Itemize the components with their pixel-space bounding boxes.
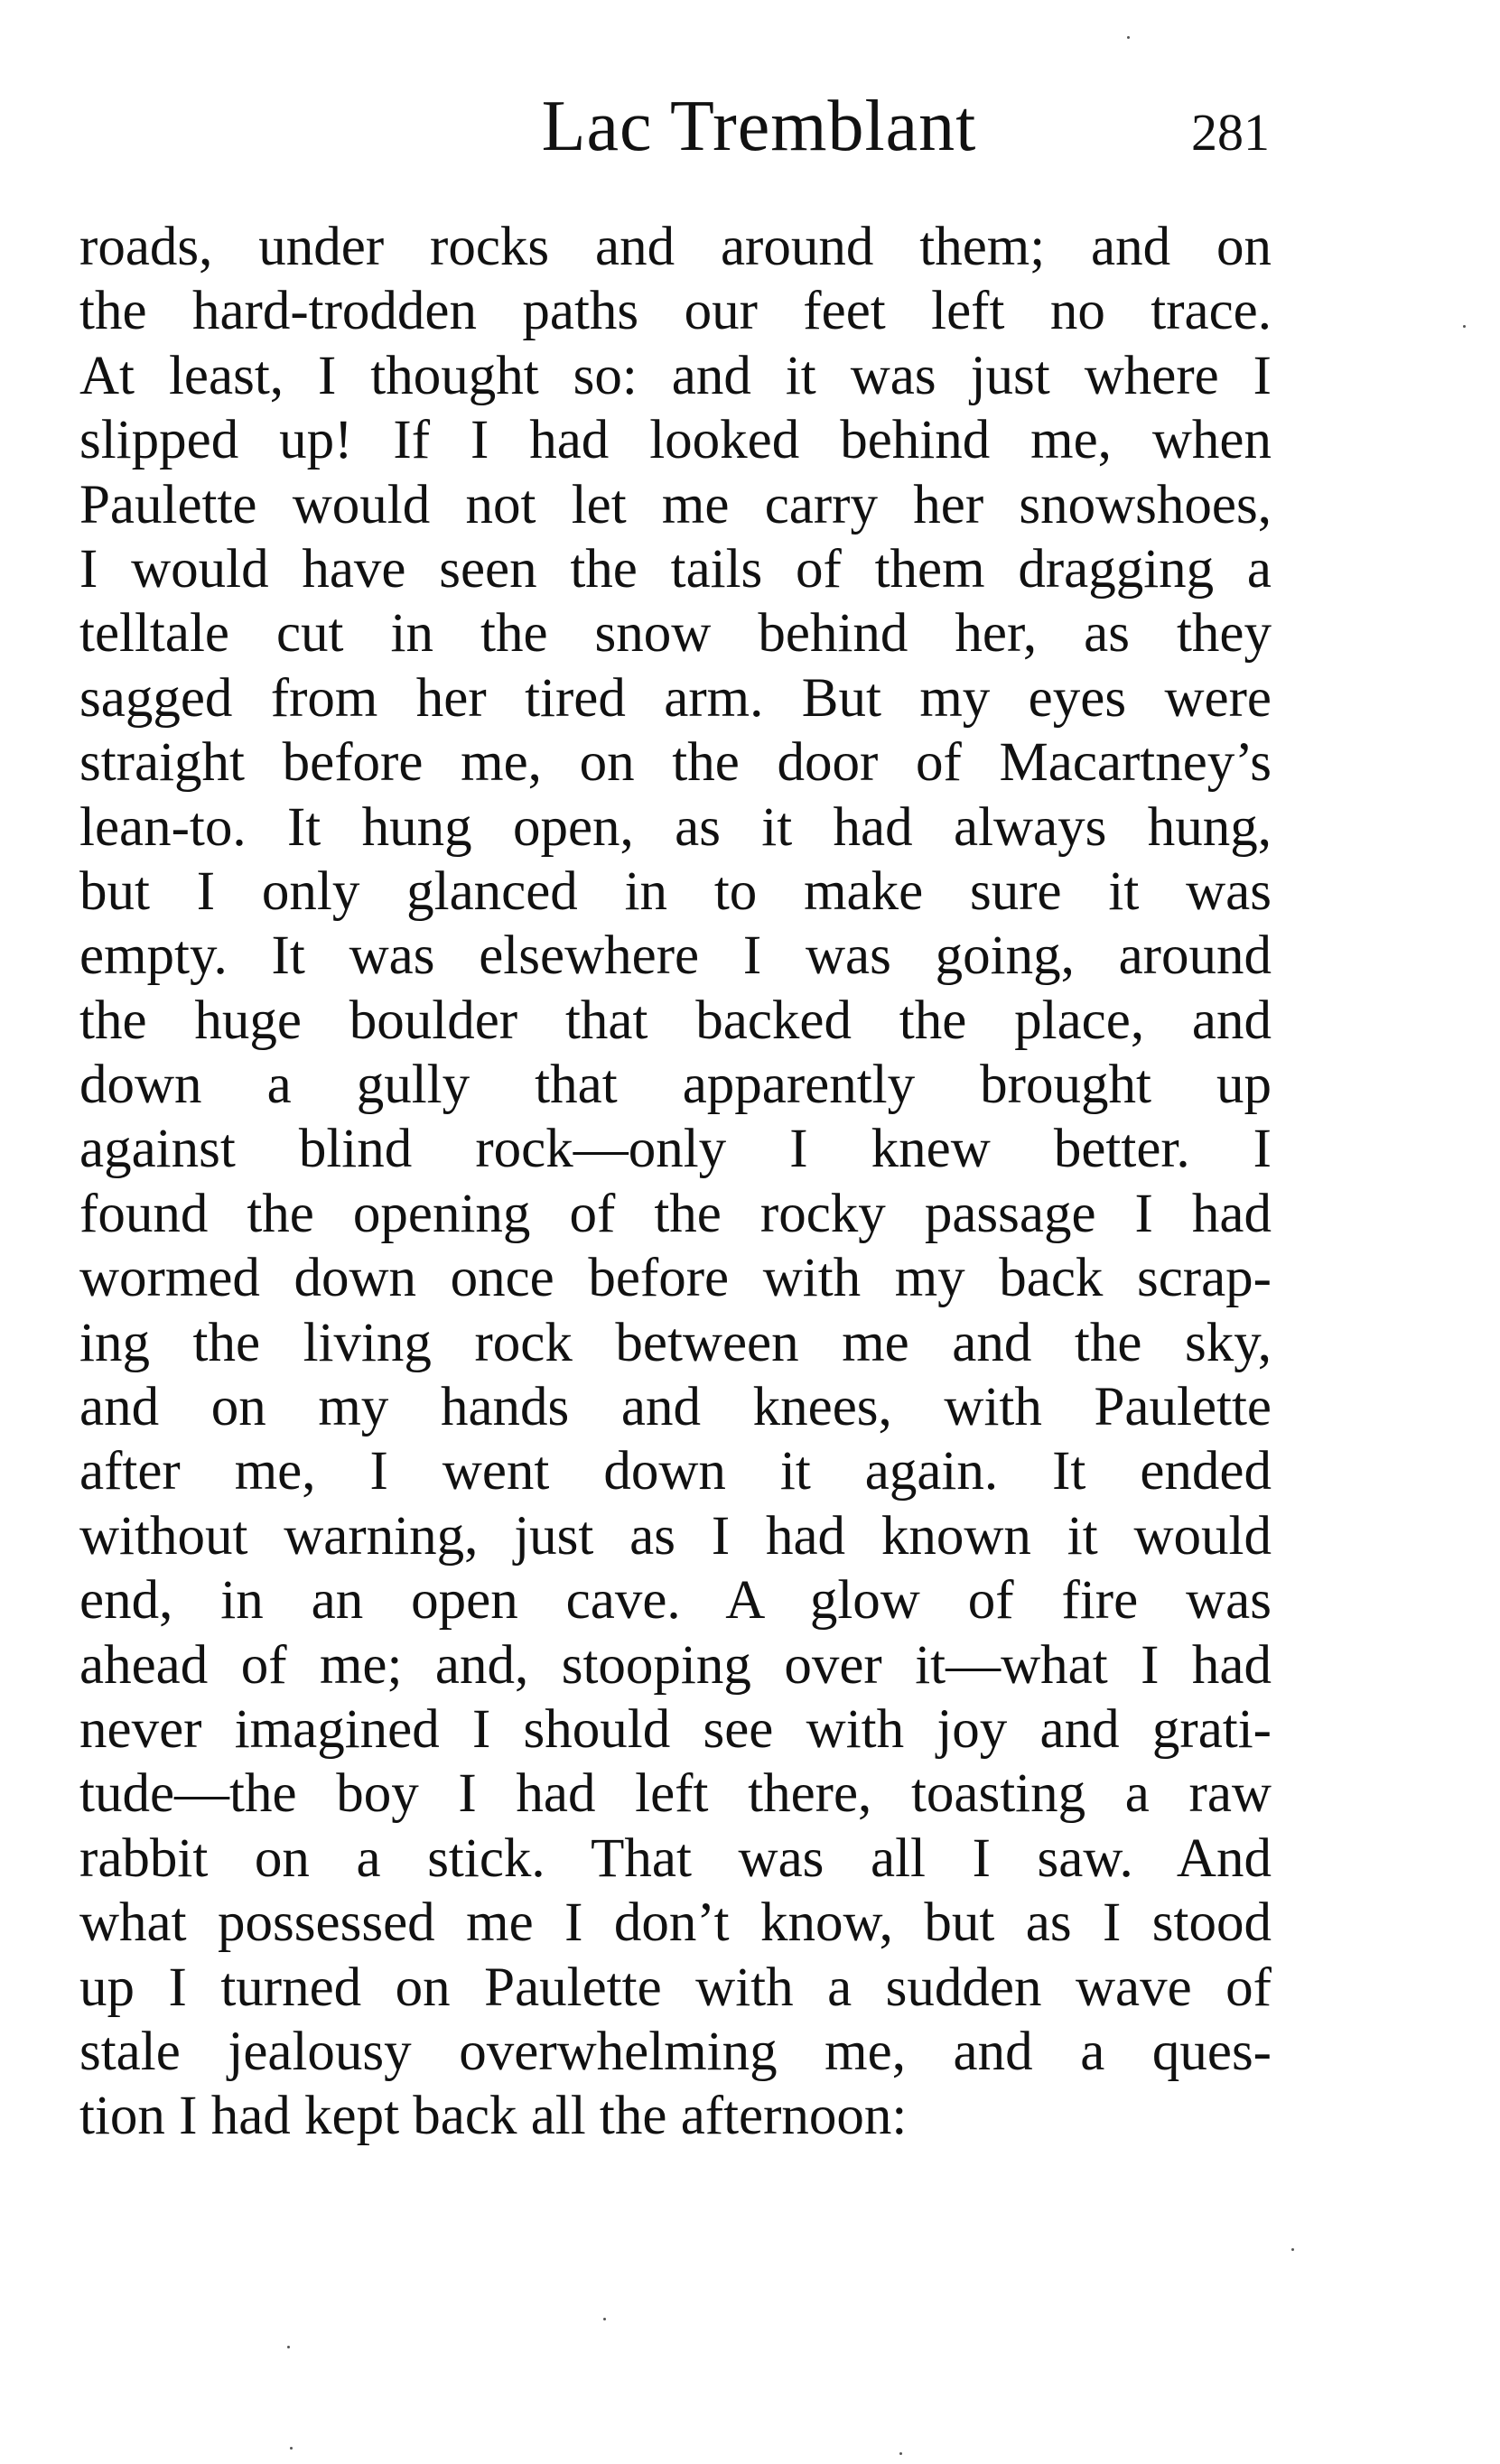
text-line: Paulette would not let me carry her snowshoes, xyxy=(79,474,1272,535)
text-line: rabbit on a stick. That was all I saw. And xyxy=(79,1827,1272,1889)
text-line: found the opening of the rocky passage I had xyxy=(79,1183,1272,1244)
text-line: the huge boulder that backed the place, and xyxy=(79,990,1272,1051)
text-line: stale jealousy overwhelming me, and a ques- xyxy=(79,2021,1272,2082)
text-line: ahead of me; and, stooping over it—what I had xyxy=(79,1634,1272,1696)
text-line: roads, under rocks and around them; and on xyxy=(79,217,1272,277)
text-line: up I turned on Paulette with a sudden wave of xyxy=(79,1957,1272,2018)
text-line: but I only glanced in to make sure it was xyxy=(79,860,1272,922)
scan-speck xyxy=(1463,325,1466,328)
text-line: straight before me, on the door of Macartney’s xyxy=(79,732,1272,794)
text-line: telltale cut in the snow behind her, as they xyxy=(79,603,1272,665)
scan-speck xyxy=(1127,36,1130,39)
text-line: what possessed me I don’t know, but as I stood xyxy=(79,1892,1272,1954)
text-line: after me, I went down it again. It ended xyxy=(79,1441,1272,1502)
text-line: tude—the boy I had left there, toasting a raw xyxy=(79,1763,1272,1825)
scan-speck xyxy=(1291,2248,1294,2251)
text-line: sagged from her tired arm. But my eyes were xyxy=(79,667,1272,729)
running-header-title: Lac Tremblant xyxy=(541,87,977,166)
body-text xyxy=(79,215,1272,2149)
text-line: down a gully that apparently brought up xyxy=(79,1055,1272,1116)
text-line: and on my hands and knees, with Paulette xyxy=(79,1377,1272,1438)
scan-speck xyxy=(603,2318,606,2320)
page-number: 281 xyxy=(1191,103,1270,162)
text-line: wormed down once before with my back scrap- xyxy=(79,1248,1272,1309)
text-line: never imagined I should see with joy and grati- xyxy=(79,1698,1272,1760)
text-line: At least, I thought so: and it was just where I xyxy=(79,345,1272,406)
text-line: I would have seen the tails of them dragging a xyxy=(79,538,1272,600)
text-line: slipped up! If I had looked behind me, when xyxy=(79,410,1272,471)
text-line: end, in an open cave. A glow of fire was xyxy=(79,1570,1272,1632)
text-line: against blind rock—only I knew better. I xyxy=(79,1119,1272,1180)
text-line: the hard-trodden paths our feet left no trace. xyxy=(79,281,1272,342)
scan-speck xyxy=(290,2447,293,2450)
text-line: without warning, just as I had known it would xyxy=(79,1505,1272,1567)
text-line: tion I had kept back all the afternoon: xyxy=(79,2086,908,2147)
scan-speck xyxy=(899,2452,902,2455)
text-line: ing the living rock between me and the sky, xyxy=(79,1312,1272,1373)
scan-speck xyxy=(287,2346,290,2348)
text-line: lean-to. It hung open, as it had always hung, xyxy=(79,796,1272,858)
text-line: empty. It was elsewhere I was going, around xyxy=(79,925,1272,987)
